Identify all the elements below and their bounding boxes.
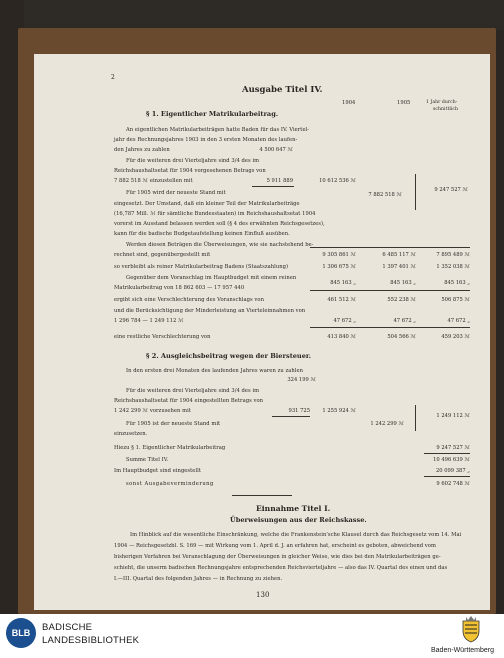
text-line: eingesetzt. Der Umstand, daß ein kleiner Teil der Matrikularbeiträge <box>114 201 300 207</box>
text-line: (16,787 Mill. ℳ für sämtliche Bundesstaaten) im Reichshaushaltsetat 1904 <box>114 211 316 217</box>
text-line: Reichshaushaltsetat für 1904 eingestellten Betrags von <box>114 398 264 404</box>
text-line: ergibt sich eine Verschlechterung des Voranschlags von <box>114 297 264 303</box>
value: 9 247 527 ℳ <box>434 187 468 193</box>
value: 47 672 „ <box>393 318 416 324</box>
einnahme-subtitle: Überweisungen aus der Reichskasse. <box>230 516 367 524</box>
text-line: eine restliche Verschlechterung von <box>114 334 211 340</box>
text-line: Im Hauptbudget sind eingestellt <box>114 468 201 474</box>
text-line: rechnet sind, gegenübergestellt mit <box>114 252 211 258</box>
text-line: schieht, die unserm badischen Rechnungsjahre entsprechenden Reichsvierteljahre — also das IV. Quartal des einen und das <box>114 565 448 571</box>
col-header-ahead2: schnittlich <box>433 107 459 112</box>
value: 1 352 038 ℳ <box>436 264 470 270</box>
text-line: vorerst im Ausstand belassen werden soll (§ 4 des erwähnten Reichsgesetzes), <box>114 221 325 227</box>
value: 845 163 „ <box>330 280 356 286</box>
col-header-1904: 1904 <box>342 100 356 106</box>
value: 845 163 „ <box>444 280 470 286</box>
footer-page-number: 130 <box>256 591 270 599</box>
value: 9 602 748 ℳ <box>436 481 470 487</box>
text-line: Matrikularbeitrag von 18 862 603 — 17 957 440 <box>114 285 245 291</box>
text-line: Reichshaushaltsetat für 1904 vorgesehenen Betrags von <box>114 168 266 174</box>
value: 1 242 299 ℳ <box>370 421 404 427</box>
document-page <box>34 54 490 610</box>
value: 47 672 „ <box>447 318 470 324</box>
value: 845 163 „ <box>390 280 416 286</box>
text-line: Im Hinblick auf die wesentliche Einschränkung, welche die Frankenstein'sche Klausel durch das Reichsgesetz vom 14. Mai <box>130 532 462 538</box>
value: 9 305 861 ℳ <box>322 252 356 258</box>
value: 7 895 489 ℳ <box>436 252 470 258</box>
value: 1 306 675 ℳ <box>322 264 356 270</box>
text-line: Gegenüber dem Voranschlag im Hauptbudget mit einem reinen <box>126 275 297 281</box>
value: 504 566 ℳ <box>387 334 416 340</box>
value: 1 397 401 ℳ <box>382 264 416 270</box>
section-heading-1: § 1. Eigentlicher Matrikularbeitrag. <box>146 110 279 118</box>
page-title: Ausgabe Titel IV. <box>242 85 323 95</box>
value: 20 099 387 „ <box>435 468 470 474</box>
text-line: Werden diesen Beträgen die Überweisungen, wie sie nachstehend be- <box>126 242 314 248</box>
col-header-ahead: 1 Jahr durch- <box>426 100 458 105</box>
text-line: 1904 — Reichsgesetzbl. S. 169 — mit Wirkung vom 1. April d. J. an erfahren hat, erscheint es geboten, abweichend vom <box>114 543 436 549</box>
text-line: 7 882 518 ℳ einzustellen mit <box>114 178 193 184</box>
library-footer <box>0 614 504 658</box>
text-line: sonst Ausgabeverminderung <box>126 481 214 487</box>
value: 6 485 117 ℳ <box>382 252 416 258</box>
value: 413 840 ℳ <box>327 334 356 340</box>
col-header-1905: 1905 <box>397 100 411 106</box>
text-line: so verbleibt als reiner Matrikularbeitrag Badens (Staatszahlung) <box>114 264 289 270</box>
value: 10 496 639 ℳ <box>433 457 470 463</box>
value: 47 672 „ <box>333 318 356 324</box>
text-line: den Jahres zu zahlen <box>114 147 170 153</box>
text-line: An eigentlichen Matrikularbeiträgen hatte Baden für das IV. Viertel- <box>126 127 310 133</box>
text-line: bisherigen Verfahren bei Veranschlagung der Überweisungen in gleicher Weise, wie dies bei den Matrikularbeiträgen ge- <box>114 554 441 560</box>
value: 9 247 527 ℳ <box>436 445 470 451</box>
library-name-line1: BADISCHE <box>42 622 93 633</box>
value: 931 725 <box>288 408 310 414</box>
library-name-line2: LANDESBIBLIOTHEK <box>42 635 140 646</box>
text-line: und die Berücksichtigung der Minderleistung an Vierteleinnahmen von <box>114 308 306 314</box>
page-number: 2 <box>111 74 115 81</box>
text-line: I.—III. Quartal des folgenden Jahres — in Rechnung zu ziehen. <box>114 576 283 582</box>
value: 552 238 ℳ <box>387 297 416 303</box>
value: 1 255 924 ℳ <box>322 408 356 414</box>
value: 459 203 ℳ <box>441 334 470 340</box>
coat-of-arms-icon <box>459 615 483 643</box>
text-line: Für 1905 ist der neueste Stand mit <box>126 421 221 427</box>
text-line: Summe Titel IV. <box>126 457 169 463</box>
text-line: 1 296 784 — 1 249 112 ℳ <box>114 318 184 324</box>
text-line: kann für die badische Budgetaufstellung keinen Einfluß ausüben. <box>114 231 290 237</box>
text-line: Für die weiteren drei Vierteljahre sind 3/4 des im <box>126 388 260 394</box>
text-line: 1 242 299 ℳ vorzusehen mit <box>114 408 191 414</box>
text-line: Für die weiteren drei Vierteljahre sind 3/4 des im <box>126 158 260 164</box>
text-line: jahr des Rechnungsjahres 1903 in den 3 ersten Monaten des laufen- <box>114 137 298 143</box>
region-label: Baden-Württemberg <box>431 647 495 654</box>
value: 1 249 112 ℳ <box>436 413 470 419</box>
value: 324 199 ℳ <box>287 377 316 383</box>
blb-logo-icon: BLB <box>6 618 36 648</box>
value: 506 875 ℳ <box>441 297 470 303</box>
text-line: Für 1905 wird der neueste Stand mit <box>126 190 226 196</box>
value: 4 500 647 ℳ <box>259 147 293 153</box>
value: 7 882 518 ℳ <box>368 192 402 198</box>
value: 461 512 ℳ <box>327 297 356 303</box>
value: 5 911 889 <box>266 178 293 184</box>
text-line: In den ersten drei Monaten des laufenden Jahres waren zu zahlen <box>126 368 304 374</box>
text-line: Hiezu § 1. Eigentlicher Matrikularbeitrag <box>114 445 226 451</box>
text-line: einzusetzen. <box>114 431 148 437</box>
scanner-background <box>24 0 504 30</box>
value: 10 612 536 ℳ <box>319 178 356 184</box>
einnahme-title: Einnahme Titel I. <box>256 504 331 513</box>
section-heading-2: § 2. Ausgleichsbeitrag wegen der Biersteuer. <box>146 352 312 360</box>
